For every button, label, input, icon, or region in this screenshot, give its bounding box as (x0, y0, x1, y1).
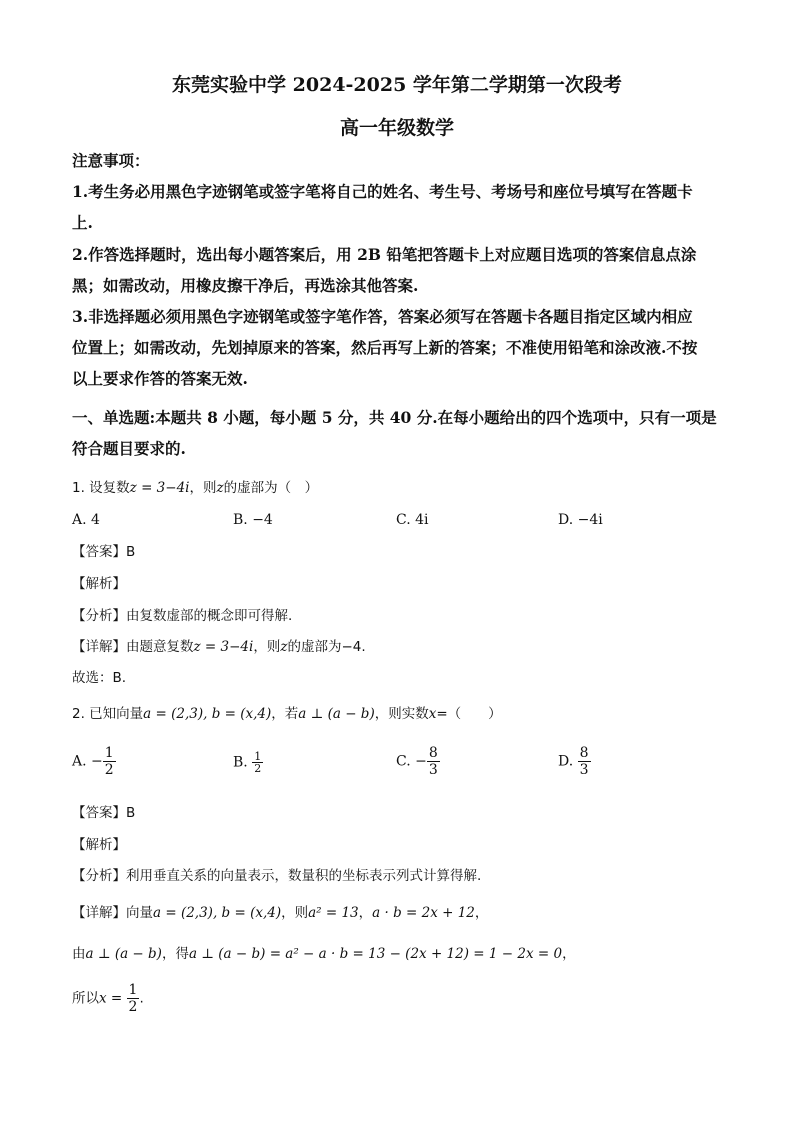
q2-option-d-numerator: 8 (579, 745, 589, 761)
q2-detail1-mid: ，则 (281, 905, 309, 921)
q2-fenxi-text: 利用垂直关系的向量表示，数量积的坐标表示列式计算得解. (126, 868, 482, 884)
q1-fenxi (72, 606, 292, 627)
q2-option-d (558, 745, 591, 778)
exam-subtitle: 高一年级数学 (339, 117, 454, 139)
q1-detail-tag: 【详解】 (72, 639, 126, 655)
notice-item-3: 3.非选择题必须用黑色字迹钢笔或签字笔作答，答案必须写在答题卡各题目指定区域内相应 (72, 307, 693, 326)
q1-detail-suffix: 的虚部为−4. (287, 639, 366, 655)
q2-detail1-end: ， (474, 905, 489, 921)
q1-answer-value: B (126, 544, 136, 560)
q2-detail1-formula: a = (2,3), b = (x,4) (153, 905, 282, 921)
q2-detail-line-2 (72, 944, 576, 965)
q2-option-a-sign: − (91, 753, 103, 770)
q2-option-a-fraction (103, 745, 116, 778)
question-2-stem (72, 704, 502, 725)
notice-item-3-cont2: 以上要求作答的答案无效. (72, 369, 248, 388)
exam-title: 东莞实验中学 2024-2025 学年第二学期第一次段考 (172, 74, 622, 96)
q2-detail3-end: . (139, 990, 144, 1007)
q1-analysis-tag: 【解析】 (72, 576, 126, 592)
notice-item-1-cont: 上. (72, 213, 93, 232)
q1-stem-prefix: 1. 设复数 (72, 480, 130, 496)
q1-stem-suffix: 的虚部为（ ） (223, 480, 319, 496)
q1-detail-var: z (280, 639, 288, 655)
q2-detail2-prefix: 由 (72, 946, 86, 962)
notice-item-2: 2.作答选择题时，选出每小题答案后，用 2B 铅笔把答题卡上对应题目选项的答案信息点涂 (72, 245, 697, 264)
q2-answer-tag: 【答案】 (72, 805, 126, 821)
q2-analysis-tag: 【解析】 (72, 837, 126, 853)
q2-stem-var: x (428, 706, 437, 722)
q2-detail1-eq1: a² = 13 (308, 905, 359, 921)
q2-option-b-numerator: 1 (254, 750, 262, 763)
q1-detail (72, 637, 366, 658)
q2-detail3-denominator: 2 (128, 999, 138, 1015)
q2-answer (72, 803, 135, 824)
q2-fenxi (72, 866, 481, 887)
q2-detail3-lhs: x = (99, 990, 123, 1007)
q2-detail2-condition: a ⊥ (a − b) (85, 946, 162, 962)
q1-option-b: B. −4 (233, 512, 273, 528)
q2-detail-tag: 【详解】 (72, 905, 126, 921)
q1-option-a: A. 4 (72, 512, 100, 528)
notice-item-2-cont: 黑；如需改动，用橡皮擦干净后，再选涂其他答案. (72, 276, 419, 295)
q2-option-a-numerator: 1 (104, 745, 114, 761)
q1-fenxi-text: 由复数虚部的概念即可得解. (126, 608, 293, 624)
q2-option-c-sign: − (415, 753, 427, 770)
q2-detail1-eq2: a · b = 2x + 12 (372, 905, 475, 921)
q2-fenxi-tag: 【分析】 (72, 868, 126, 884)
q2-detail-line-1 (72, 903, 488, 924)
q2-detail3-numerator: 1 (128, 982, 138, 998)
notice-heading: 注意事项： (72, 151, 150, 170)
q1-option-d: D. −4i (558, 512, 603, 528)
q2-detail2-end: ， (562, 946, 576, 962)
q2-stem-prefix: 2. 已知向量 (72, 706, 144, 722)
section-heading-cont: 符合题目要求的. (72, 439, 186, 458)
q1-option-c: C. 4i (396, 512, 429, 528)
q2-detail1-sep: ， (358, 905, 373, 921)
question-1-stem (72, 478, 318, 499)
section-heading: 一、单选题:本题共 8 小题，每小题 5 分，共 40 分.在每小题给出的四个选项中，只有一项是 (72, 408, 717, 427)
q1-stem-formula: z = 3−4i (129, 480, 190, 496)
q2-option-a-label: A. (72, 753, 87, 770)
q2-stem-condition: a ⊥ (a − b) (298, 706, 375, 722)
q2-option-c-denominator: 3 (428, 762, 438, 778)
q2-detail2-mid: ，得 (161, 946, 189, 962)
q2-option-c-label: C. (396, 753, 411, 770)
q2-detail1-prefix: 向量 (126, 905, 153, 921)
q1-conclusion: 故选：B. (72, 670, 127, 686)
q2-stem-suffix: =（ ） (436, 706, 502, 722)
q2-option-c-fraction (427, 745, 440, 778)
q2-option-b-label: B. (233, 754, 248, 771)
q2-detail3-prefix: 所以 (72, 990, 99, 1007)
q2-option-c-numerator: 8 (428, 745, 438, 761)
q2-detail-line-3 (72, 982, 144, 1015)
q2-option-d-label: D. (558, 753, 574, 770)
q2-stem-formula: a = (2,3), b = (x,4) (143, 706, 272, 722)
q1-detail-prefix: 由题意复数 (126, 639, 194, 655)
q1-detail-mid: ，则 (253, 639, 281, 655)
q2-detail3-fraction (127, 982, 140, 1015)
q1-answer-tag: 【答案】 (72, 544, 126, 560)
q2-detail2-equation: a ⊥ (a − b) = a² − a · b = 13 − (2x + 12) = 1 − 2x = 0 (188, 946, 563, 962)
q1-fenxi-tag: 【分析】 (72, 608, 126, 624)
q2-answer-value: B (126, 805, 136, 821)
q2-option-a (72, 745, 116, 778)
q2-option-b-denominator: 2 (254, 762, 262, 775)
notice-item-3-cont: 位置上；如需改动，先划掉原来的答案，然后再写上新的答案；不准使用铅笔和涂改液.不按 (72, 338, 698, 357)
notice-item-1: 1.考生务必用黑色字迹钢笔或签字笔将自己的姓名、考生号、考场号和座位号填写在答题卡 (72, 182, 693, 201)
q2-option-b-fraction (252, 751, 263, 774)
q1-stem-mid: ，则 (189, 480, 217, 496)
q2-option-a-denominator: 2 (104, 762, 114, 778)
q1-answer (72, 542, 135, 563)
q2-stem-mid2: ，则实数 (374, 706, 429, 722)
q2-option-b (233, 751, 263, 774)
q2-option-d-fraction (578, 745, 591, 778)
q2-stem-mid: ，若 (271, 706, 299, 722)
q2-option-c (396, 745, 440, 778)
q1-stem-var: z (216, 480, 224, 496)
q2-option-d-denominator: 3 (579, 762, 589, 778)
q1-detail-formula: z = 3−4i (193, 639, 254, 655)
